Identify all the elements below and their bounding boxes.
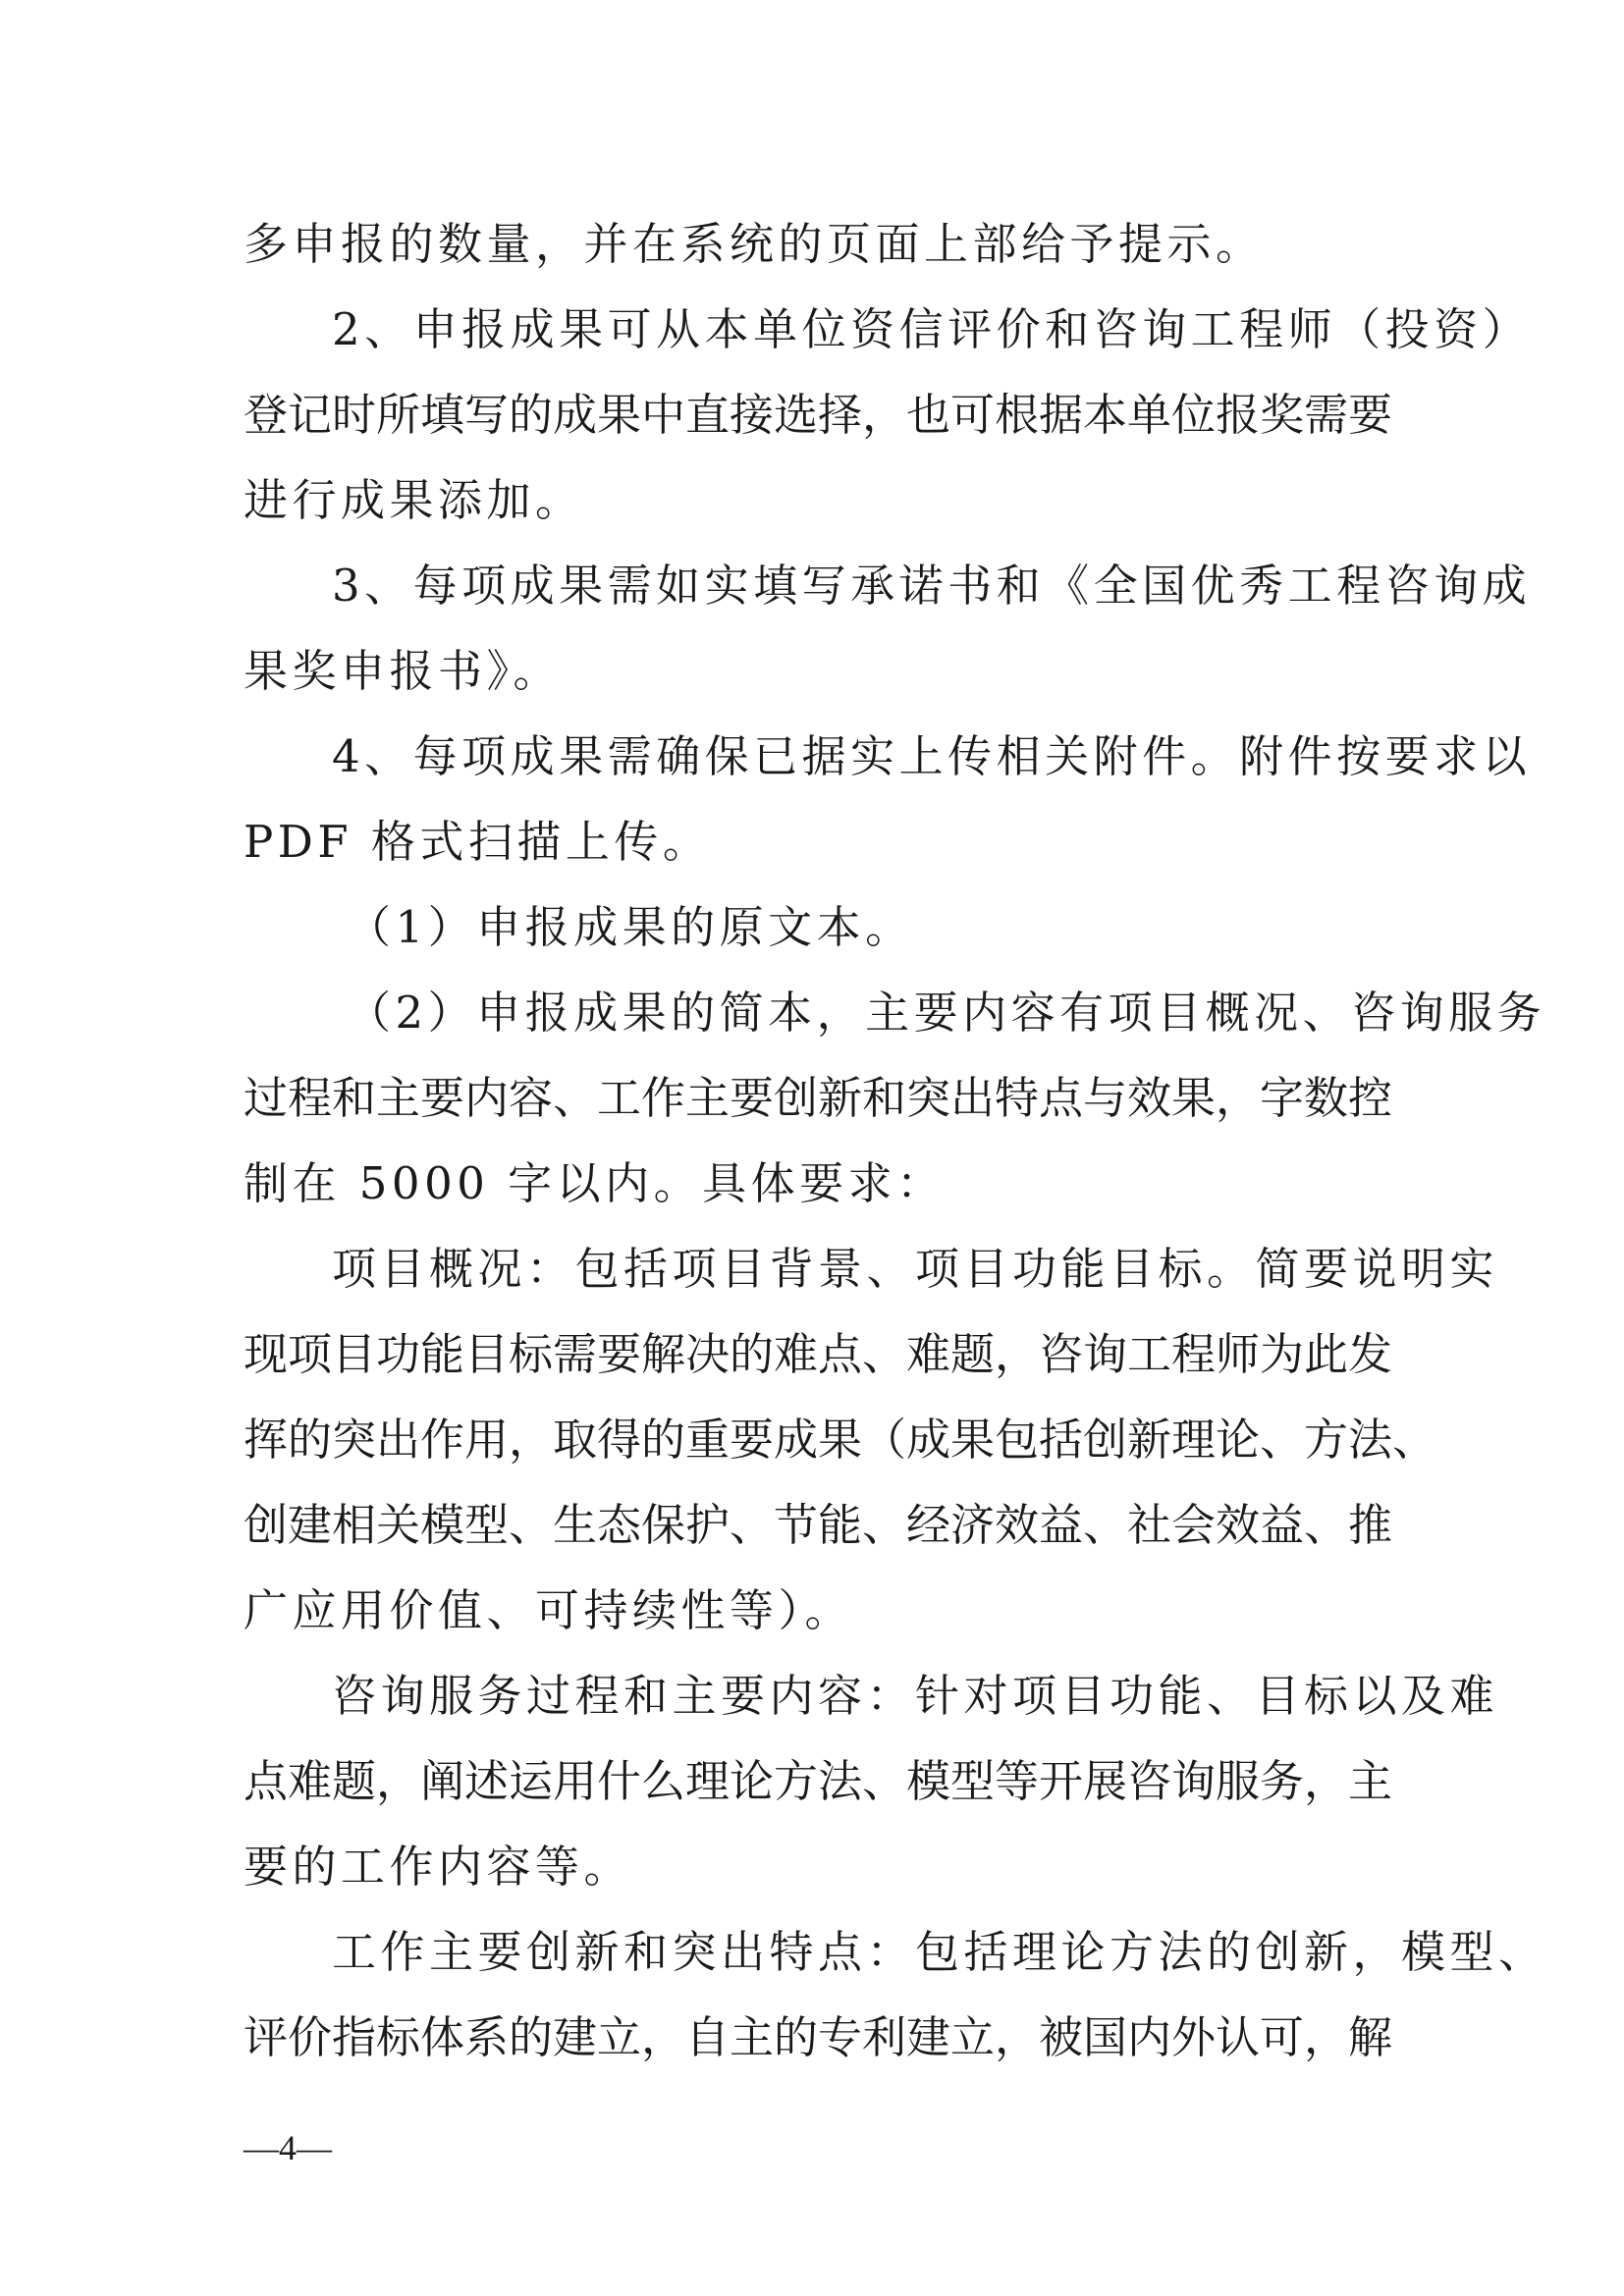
text-line: 现项目功能目标需要解决的难点、难题，咨询工程师为此发 [244, 1328, 1393, 1380]
text-line: 进行成果添加。 [244, 474, 584, 526]
text-line: 制在 5000 字以内。具体要求： [244, 1157, 946, 1209]
text-line: 多申报的数量，并在系统的页面上部给予提示。 [244, 218, 1265, 270]
text-line: 工作主要创新和突出特点：包括理论方法的创新，模型、 [332, 1926, 1547, 1978]
text-line: 4、每项成果需确保已据实上传相关附件。附件按要求以 [332, 730, 1532, 782]
text-line: 点难题，阐述运用什么理论方法、模型等开展咨询服务，主 [244, 1755, 1393, 1807]
text-line: （1）申报成果的原文本。 [347, 901, 914, 953]
page-number: —4— [244, 2128, 332, 2167]
text-line: 果奖申报书》。 [244, 645, 563, 697]
text-line: 创建相关模型、生态保护、节能、经济效益、社会效益、推 [244, 1499, 1393, 1551]
text-line: 广应用价值、可持续性等）。 [244, 1584, 854, 1636]
text-line: 评价指标体系的建立，自主的专利建立，被国内外认可，解 [244, 2011, 1393, 2063]
text-line: PDF 格式扫描上传。 [244, 816, 712, 868]
text-line: （2）申报成果的简本，主要内容有项目概况、咨询服务 [347, 987, 1546, 1039]
text-line: 咨询服务过程和主要内容：针对项目功能、目标以及难 [332, 1670, 1499, 1722]
document-body [244, 201, 1547, 2080]
text-line: 挥的突出作用，取得的重要成果（成果包括创新理论、方法、 [244, 1414, 1437, 1466]
text-line: 登记时所填写的成果中直接选择，也可根据本单位报奖需要 [244, 389, 1393, 441]
text-line: 要的工作内容等。 [244, 1841, 633, 1893]
text-line: 过程和主要内容、工作主要创新和突出特点与效果，字数控 [244, 1072, 1393, 1124]
text-line: 项目概况：包括项目背景、项目功能目标。简要说明实 [332, 1243, 1499, 1295]
text-line: 2、申报成果可从本单位资信评价和咨询工程师（投资） [332, 303, 1532, 355]
text-line: 3、每项成果需如实填写承诺书和《全国优秀工程咨询成 [332, 560, 1532, 612]
